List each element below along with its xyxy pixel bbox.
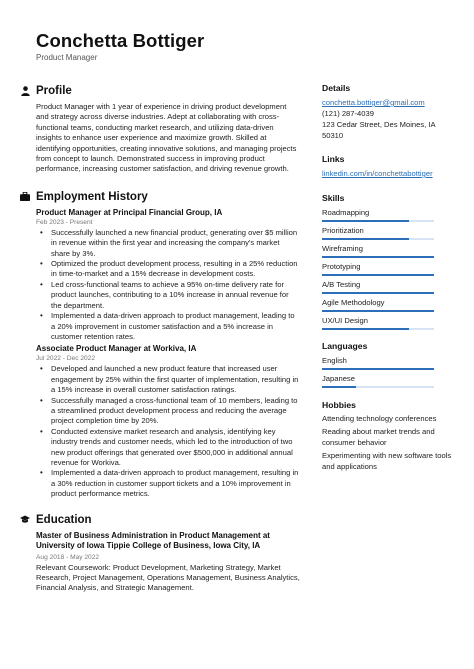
- languages-title: Languages: [322, 341, 368, 351]
- candidate-title: Product Manager: [36, 53, 98, 62]
- language-label: English: [322, 356, 347, 365]
- hobbies-section: [322, 400, 452, 472]
- employment-heading: [20, 189, 300, 205]
- degree-coursework: Relevant Coursework: Product Development, Marketing Strategy, Market Research, Project Management, Operations Management, Business Analytics, Financial Analysis, and Strategic Management.: [36, 562, 300, 593]
- candidate-name: Conchetta Bottiger: [36, 30, 205, 51]
- person-icon: [20, 85, 30, 97]
- skill-item: [322, 261, 452, 276]
- skill-label: Prioritization: [322, 226, 364, 235]
- list-item: • Led cross-functional teams to achieve a 95% on-time delivery rate for product launches, contributing to a 10% increase in annual revenue for the department.: [36, 280, 300, 311]
- main-column: [20, 83, 300, 594]
- language-bar: [322, 386, 434, 388]
- skill-label: Wireframing: [322, 244, 363, 253]
- language-bar-fill: [322, 386, 356, 388]
- hobbies-title: Hobbies: [322, 400, 356, 410]
- job-title: Associate Product Manager at Workiva, IA: [36, 344, 197, 354]
- job-entry: [20, 344, 300, 499]
- skill-bar: [322, 220, 434, 222]
- skill-bar-fill: [322, 220, 409, 222]
- sidebar-column: [322, 83, 452, 475]
- languages-section: [322, 341, 452, 388]
- skill-label: Roadmapping: [322, 208, 370, 217]
- address-line-2: 50310: [322, 131, 344, 140]
- list-item: • Successfully launched a new financial product, generating over $5 million in revenue within the first year and increasing the company's market share by 3%.: [36, 228, 300, 259]
- skill-item: [322, 297, 452, 312]
- skill-bar-fill: [322, 256, 434, 258]
- job-bullets: [20, 364, 300, 499]
- profile-heading: [20, 83, 300, 99]
- hobby-item: Experimenting with new software tools and applications: [322, 451, 452, 471]
- hobby-item: Attending technology conferences: [322, 414, 437, 423]
- language-bar-fill: [322, 368, 434, 370]
- education-entry: [20, 531, 300, 594]
- skill-item: [322, 279, 452, 294]
- skill-item: [322, 243, 452, 258]
- skill-label: UX/UI Design: [322, 316, 369, 325]
- job-entry: [20, 208, 300, 342]
- links-title: Links: [322, 154, 345, 164]
- list-item: • Implemented a data-driven approach to product management, leading to a 20% improvement in customer satisfaction and a 5% increase in customer retention rates.: [36, 311, 300, 342]
- profile-section: [20, 83, 300, 175]
- skill-bar-fill: [322, 238, 409, 240]
- briefcase-icon: [20, 191, 30, 203]
- skills-section: [322, 193, 452, 330]
- phone-number: (121) 287-4039: [322, 109, 374, 118]
- skill-bar: [322, 328, 434, 330]
- education-title: Education: [36, 513, 92, 526]
- language-item: [322, 373, 452, 388]
- address-line-1: 123 Cedar Street, Des Moines, IA: [322, 120, 436, 129]
- skill-bar: [322, 256, 434, 258]
- resume-header: [36, 30, 204, 62]
- skill-label: Agile Methodology: [322, 298, 385, 307]
- employment-title: Employment History: [36, 190, 148, 203]
- degree-title: Master of Business Administration in Product Management at University of Iowa Tippie College of Business, Iowa City, IA: [36, 530, 270, 551]
- education-section: [20, 512, 300, 594]
- skills-title: Skills: [322, 193, 345, 203]
- language-label: Japanese: [322, 374, 355, 383]
- list-item: • Optimized the product development process, resulting in a 25% reduction in time-to-market and a 15% decrease in development costs.: [36, 259, 300, 280]
- graduation-cap-icon: [20, 514, 30, 526]
- skill-item: [322, 207, 452, 222]
- list-item: • Implemented a data-driven approach to product management, resulting in a 30% reduction in customer support tickets and a 10% improvement in product performance metrics.: [36, 468, 300, 499]
- employment-section: [20, 189, 300, 500]
- language-bar: [322, 368, 434, 370]
- skill-bar-fill: [322, 274, 434, 276]
- degree-date: Aug 2018 - May 2022: [36, 553, 100, 561]
- profile-title: Profile: [36, 85, 72, 97]
- skill-bar-fill: [322, 292, 434, 294]
- details-title: Details: [322, 83, 351, 93]
- skill-label: Prototyping: [322, 262, 361, 271]
- list-item: • Developed and launched a new product feature that increased user engagement by 25% within the first quarter of implementation, resulting in a 15% increase in overall customer satisfaction ratings.: [36, 364, 300, 395]
- list-item: • Conducted extensive market research and analysis, identifying key industry trends and customer needs, which led to the introduction of two new product offerings that generated over $500,000 in additional annual revenue for Workiva.: [36, 427, 300, 469]
- skill-bar: [322, 292, 434, 294]
- email-link[interactable]: conchetta.bottiger@gmail.com: [322, 98, 425, 107]
- profile-text: Product Manager with 1 year of experience in driving product development and strategy across diverse industries. Adept at collaborating with cross-functional teams, conducting market research, and utilizing data-driven insights to enhance user experience and maximize growth. Skilled at identifying opportunities, creating innovative solutions, and managing projects from concept to launch. Demonstrated success in improving product performance, increasing customer satisfaction, and driving revenue growth.: [36, 102, 297, 174]
- language-item: [322, 355, 452, 370]
- hobby-item: Reading about market trends and consumer behavior: [322, 427, 435, 447]
- skill-bar-fill: [322, 328, 409, 330]
- skill-bar: [322, 238, 434, 240]
- job-date: Jul 2022 - Dec 2022: [36, 355, 96, 363]
- skill-bar-fill: [322, 310, 434, 312]
- education-heading: [20, 512, 300, 528]
- skill-bar: [322, 274, 434, 276]
- linkedin-link[interactable]: linkedin.com/in/conchettabottiger: [322, 169, 433, 178]
- skill-bar: [322, 310, 434, 312]
- job-bullets: [20, 228, 300, 342]
- skill-label: A/B Testing: [322, 280, 361, 289]
- job-date: Feb 2023 - Present: [36, 218, 93, 226]
- links-section: [322, 154, 452, 179]
- job-title: Product Manager at Principal Financial Group, IA: [36, 207, 223, 217]
- details-section: [322, 83, 452, 141]
- list-item: • Successfully managed a cross-functional team of 10 members, leading to a streamlined product development process and reducing the average project completion time by 20%.: [36, 396, 300, 427]
- skill-item: [322, 225, 452, 240]
- skill-item: [322, 315, 452, 330]
